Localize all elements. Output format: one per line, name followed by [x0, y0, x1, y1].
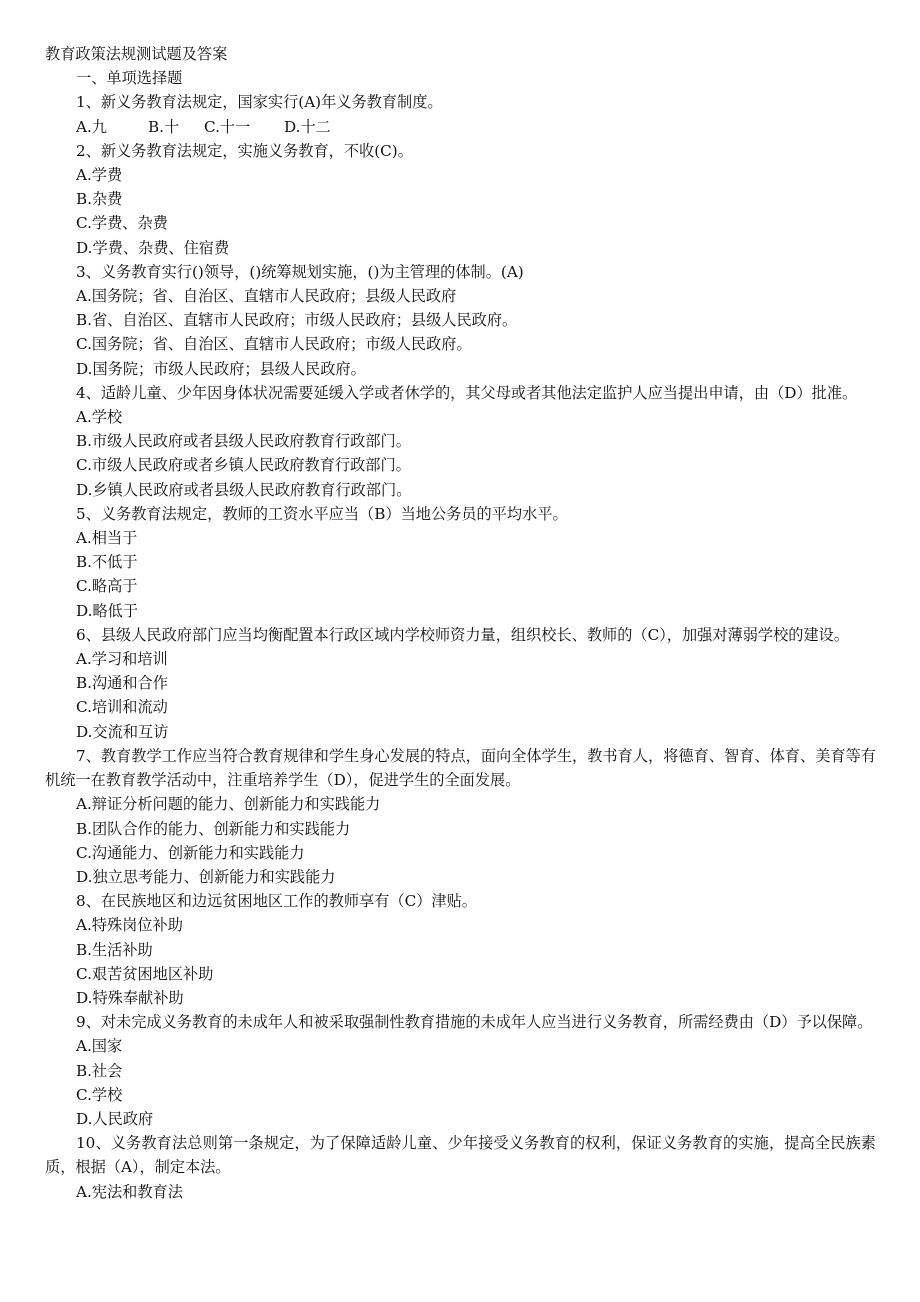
question-9-stem: 9、对未完成义务教育的未成年人和被采取强制性教育措施的未成年人应当进行义务教育，所需经费由（D）予以保障。: [76, 1013, 873, 1032]
option: D.学费、杂费、住宿费: [76, 238, 230, 257]
option: D.独立思考能力、创新能力和实践能力: [76, 867, 336, 886]
option: A.学费: [76, 166, 123, 185]
option: B.团队合作的能力、创新能力和实践能力: [76, 819, 351, 838]
option: B.生活补助: [76, 940, 153, 959]
question-7-stem: 7、教育教学工作应当符合教育规律和学生身心发展的特点，面向全体学生，教书育人，将德育、智育、体育、美育等有机统一在教育教学活动中，注重培养学生（D），促进学生的全面发展。: [45, 746, 876, 790]
question-1-options: [45, 115, 876, 139]
option: A.辩证分析问题的能力、创新能力和实践能力: [76, 795, 381, 814]
option: A.九: [76, 117, 107, 136]
option: B.省、自治区、直辖市人民政府；市级人民政府；县级人民政府。: [76, 311, 518, 330]
option: A.学习和培训: [76, 650, 168, 669]
option: B.沟通和合作: [76, 674, 168, 693]
option: C.学校: [76, 1085, 123, 1104]
option: D.交流和互访: [76, 722, 169, 741]
option: B.社会: [76, 1061, 123, 1080]
document-title: 教育政策法规测试题及答案: [45, 45, 228, 63]
option: C.略高于: [76, 577, 138, 596]
option: C.沟通能力、创新能力和实践能力: [76, 843, 305, 862]
option: A.特殊岗位补助: [76, 916, 183, 935]
question-10-stem: 10、义务教育法总则第一条规定，为了保障适龄儿童、少年接受义务教育的权利，保证义务教育的实施，提高全民族素质，根据（A），制定本法。: [45, 1134, 876, 1177]
option: B.杂费: [76, 190, 123, 209]
option: D.十二: [284, 117, 331, 136]
option: C.培训和流动: [76, 698, 168, 717]
option: B.市级人民政府或者县级人民政府教育行政部门。: [76, 432, 411, 451]
option: A.国务院；省、自治区、直辖市人民政府；县级人民政府: [76, 287, 457, 306]
question-5-stem: 5、义务教育法规定，教师的工资水平应当（B）当地公务员的平均水平。: [76, 504, 568, 523]
option: D.人民政府: [76, 1109, 154, 1128]
option: D.乡镇人民政府或者县级人民政府教育行政部门。: [76, 480, 412, 499]
option: A.相当于: [76, 529, 138, 548]
option: B.十: [148, 117, 180, 136]
question-1-stem: 1、新义务教育法规定，国家实行(A)年义务教育制度。: [76, 93, 443, 112]
option: B.不低于: [76, 553, 138, 572]
option: A.宪法和教育法: [76, 1182, 183, 1201]
option: D.特殊奉献补助: [76, 988, 184, 1007]
question-2-stem: 2、新义务教育法规定，实施义务教育，不收(C)。: [76, 141, 413, 160]
option: C.市级人民政府或者乡镇人民政府教育行政部门。: [76, 456, 411, 475]
option: C.学费、杂费: [76, 214, 168, 233]
option: C.艰苦贫困地区补助: [76, 964, 214, 983]
option: A.国家: [76, 1037, 123, 1056]
question-4-stem: 4、适龄儿童、少年因身体状况需要延缓入学或者休学的，其父母或者其他法定监护人应当提出申请，由（D）批准。: [76, 383, 858, 402]
option: D.国务院；市级人民政府；县级人民政府。: [76, 359, 366, 378]
option: C.十一: [204, 117, 251, 136]
option: A.学校: [76, 408, 123, 427]
option: C.国务院；省、自治区、直辖市人民政府；市级人民政府。: [76, 335, 472, 354]
section-heading: 一、单项选择题: [76, 69, 183, 88]
question-6-stem: 6、县级人民政府部门应当均衡配置本行政区域内学校师资力量，组织校长、教师的（C），加强对薄弱学校的建设。: [76, 625, 850, 644]
question-8-stem: 8、在民族地区和边远贫困地区工作的教师享有（C）津贴。: [76, 892, 477, 911]
question-3-stem: 3、义务教育实行()领导，()统筹规划实施，()为主管理的体制。(A): [76, 262, 524, 281]
option: D.略低于: [76, 601, 139, 620]
